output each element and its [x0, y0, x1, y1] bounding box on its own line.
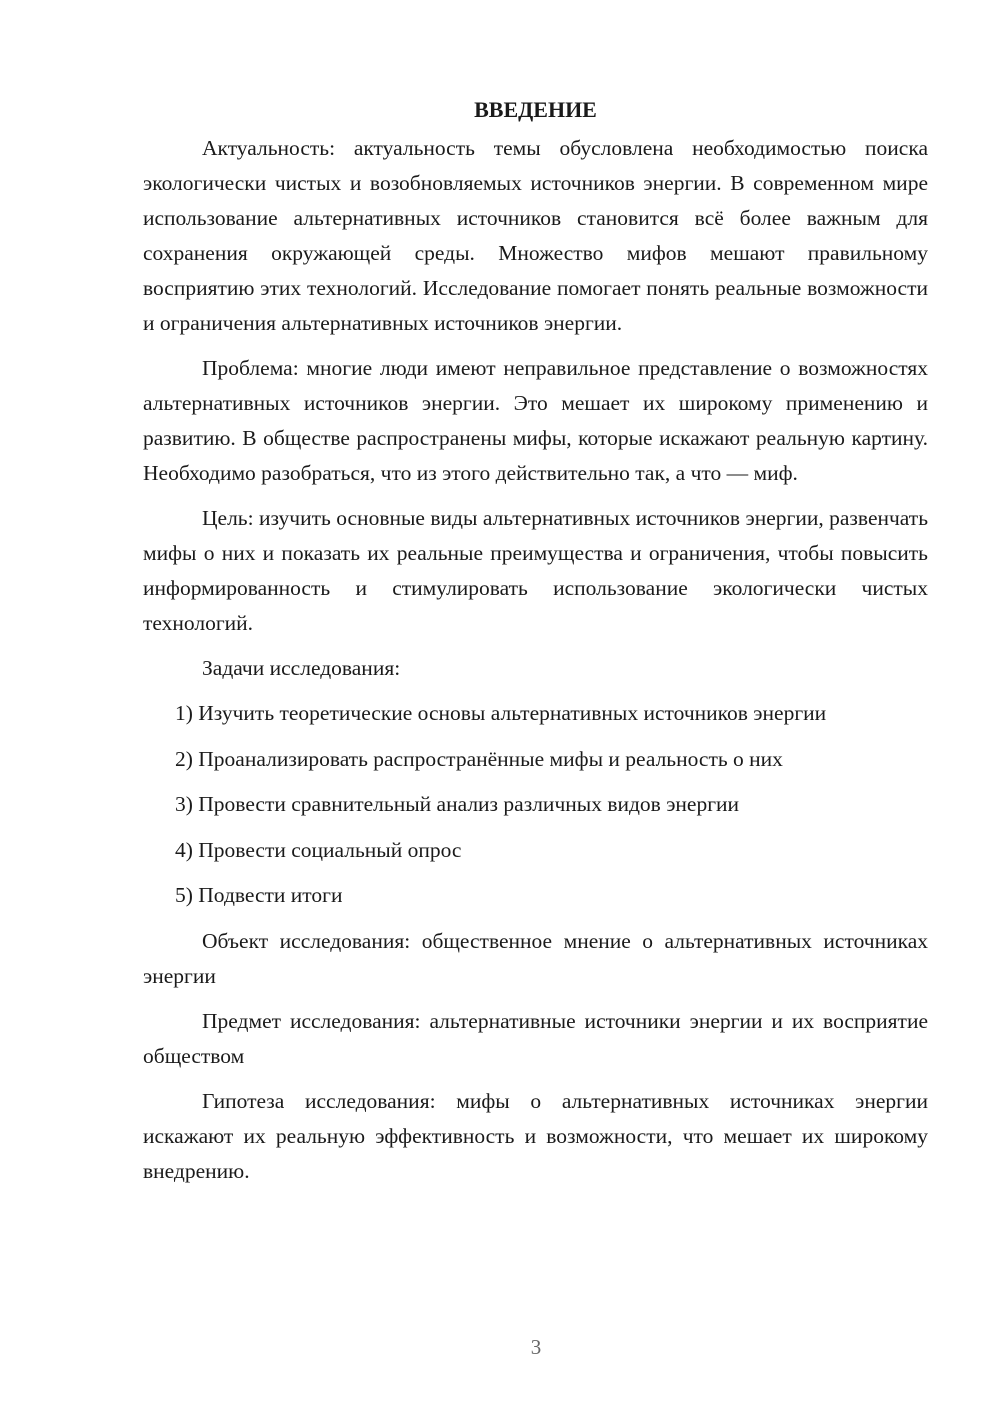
subject-paragraph: Предмет исследования: альтернативные источники энергии и их восприятие обществом: [143, 1008, 928, 1068]
task-item: 3) Провести сравнительный анализ различных видов энергии: [175, 792, 740, 816]
object-paragraph: Объект исследования: общественное мнение о альтернативных источниках энергии: [143, 928, 928, 988]
tasks-list: [143, 696, 928, 913]
page-number: 3: [530, 1335, 542, 1359]
task-item: 4) Провести социальный опрос: [175, 837, 462, 862]
task-item: 5) Подвести итоги: [175, 883, 343, 907]
task-item: 1) Изучить теоретические основы альтернативных источников энергии: [175, 701, 827, 725]
tasks-heading: Задачи исследования:: [202, 656, 401, 680]
problem-paragraph: Проблема: многие люди имеют неправильное представление о возможностях альтернативных источников энергии. Это мешает их широкому применению и развитию. В обществе распространены мифы, которые искажают реальную картину. Необходимо разобраться, что из этого действительно так, а что — миф.: [143, 356, 928, 485]
hypothesis-paragraph: Гипотеза исследования: мифы о альтернативных источниках энергии искажают их реальную эффективность и возможности, что мешает их широкому внедрению.: [143, 1088, 928, 1183]
relevance-paragraph: Актуальность: актуальность темы обусловлена необходимостью поиска экологически чистых и возобновляемых источников энергии. В современном мире использование альтернативных источников становится всё более важным для сохранения окружающей среды. Множество мифов мешают правильному восприятию этих технологий. Исследование помогает понять реальные возможности и ограничения альтернативных источников энергии.: [143, 136, 928, 335]
page-content: [143, 95, 928, 1199]
page-title: ВВЕДЕНИЕ: [474, 97, 597, 122]
task-item: 2) Проанализировать распространённые мифы и реальность о них: [175, 746, 783, 771]
goal-paragraph: Цель: изучить основные виды альтернативных источников энергии, развенчать мифы о них и показать их реальные преимущества и ограничения, чтобы повысить информированность и стимулировать использование экологически чистых технологий.: [143, 506, 928, 635]
